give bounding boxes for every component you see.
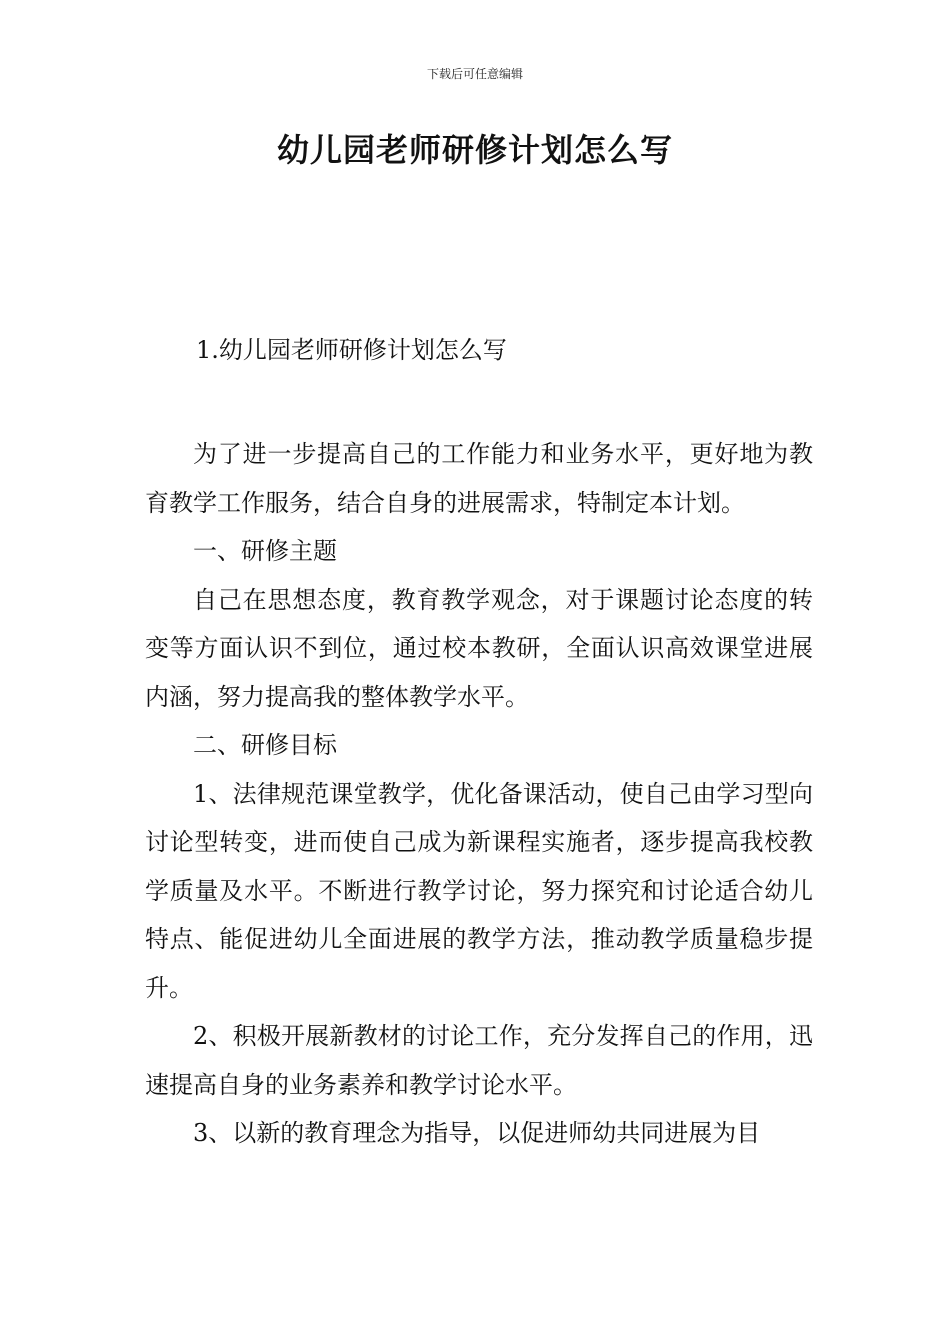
document-title: 幼儿园老师研修计划怎么写: [276, 131, 673, 169]
paragraph-theme: 自己在思想态度，教育教学观念，对于课题讨论态度的转变等方面认识不到位，通过校本教研，全面认识高效课堂进展内涵，努力提高我的整体教学水平。: [145, 585, 813, 711]
paragraph-goal-1: 1、法律规范课堂教学，优化备课活动，使自己由学习型向讨论型转变，进而使自己成为新课程实施者，逐步提高我校教学质量及水平。不断进行教学讨论，努力探究和讨论适合幼儿特点、能促进幼儿全面进展的教学方法，推动教学质量稳步提升。: [145, 779, 813, 1002]
paragraph-intro: 为了进一步提高自己的工作能力和业务水平，更好地为教育教学工作服务，结合自身的进展需求，特制定本计划。: [145, 440, 813, 517]
section-heading: 1.幼儿园老师研修计划怎么写: [196, 336, 507, 364]
heading-research-goals: 二、研修目标: [193, 731, 337, 759]
paragraph-goal-2: 2、积极开展新教材的讨论工作，充分发挥自己的作用，迅速提高自身的业务素养和教学讨论水平。: [145, 1022, 813, 1099]
document-body: [145, 430, 813, 1158]
page-header-note: 下载后可任意编辑: [426, 67, 523, 81]
paragraph-goal-3: 3、以新的教育理念为指导，以促进师幼共同进展为目: [193, 1119, 761, 1147]
heading-research-theme: 一、研修主题: [193, 537, 337, 565]
